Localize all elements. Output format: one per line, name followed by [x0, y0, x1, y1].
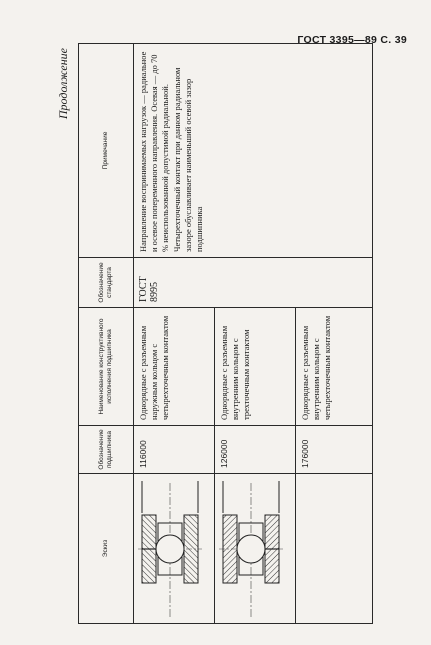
- standard-cell: ГОСТ 8995: [134, 258, 373, 308]
- designation-cell: 116000: [134, 426, 215, 474]
- designation-cell: 126000: [215, 426, 296, 474]
- purpose-cell: Однорядные с разъемным внутренним кольцом с трехточечным контактом: [215, 308, 296, 426]
- col-standard-header: Обозначение стандарта: [79, 258, 134, 308]
- col-note-header: Примечание: [79, 44, 134, 258]
- bearing-sketch-cell: [215, 474, 296, 624]
- bearing-sketch-cell: [134, 474, 215, 624]
- bearing-sketch-icon: [217, 477, 285, 621]
- col-sketch-header: Эскиз: [79, 474, 134, 624]
- rotated-table-sheet: [48, 44, 380, 624]
- bearing-table: [78, 43, 373, 624]
- note-cell: Направление воспринимаемых нагрузок — радиальное и осевое попеременного направления. Осевая — до 70 % неиспользованной допустимой радиальной. Четырехточечный контакт при данном радиальном зазоре обуславливает наименьший осевой зазор подшипника: [134, 44, 373, 258]
- designation-cell: 176000: [296, 426, 373, 474]
- continuation-label: Продолжение: [56, 48, 70, 120]
- bearing-sketch-cell-empty: [296, 474, 373, 624]
- table-row: [134, 44, 215, 624]
- purpose-cell: Однорядные с разъемным наружным кольцом с четырехточечным контактом: [134, 308, 215, 426]
- table-header-row: [79, 44, 134, 624]
- col-designation-header: Обозначение подшипника: [79, 426, 134, 474]
- purpose-cell: Однорядные с разъемным внутренним кольцом с четырехточечным контактом: [296, 308, 373, 426]
- col-purpose-header: Наименование конструктивного исполнения подшипника: [79, 308, 134, 426]
- bearing-sketch-icon: [136, 477, 204, 621]
- page-header: ГОСТ 3395—89 С. 39: [297, 34, 407, 46]
